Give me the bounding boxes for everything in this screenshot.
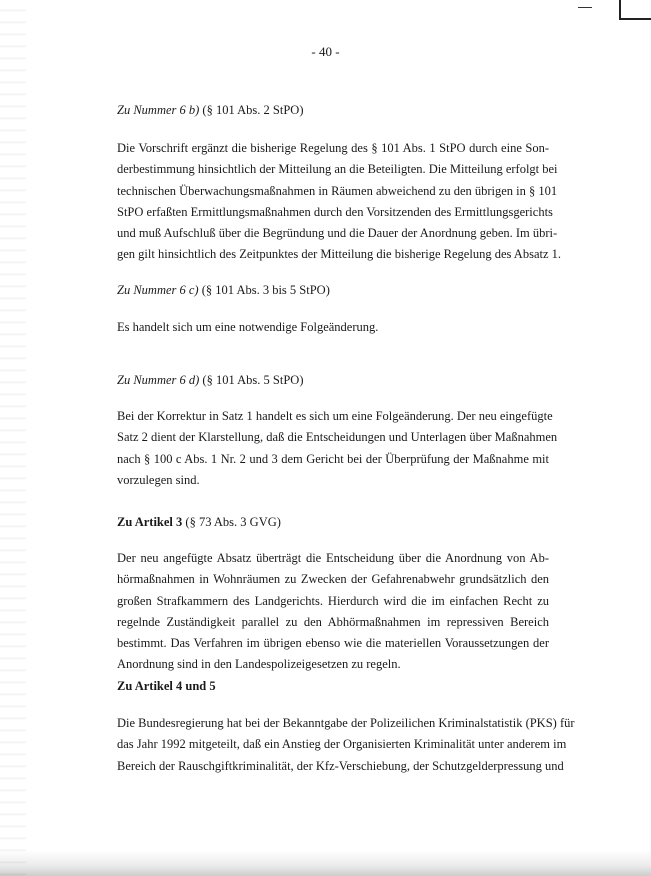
heading-ref: (§ 101 Abs. 3 bis 5 StPO) [198, 283, 330, 297]
heading-bold: Zu Artikel 4 und 5 [117, 679, 216, 693]
paragraph-artikel-3 [117, 548, 549, 676]
text-line: regelnde Zuständigkeit parallel zu den Abhörmaßnahmen im repressiven Bereich [117, 614, 549, 629]
text-line: Der neu angefügte Absatz überträgt die Entscheidung über die Anordnung von Ab- [117, 551, 549, 565]
section-heading-6b [117, 103, 303, 118]
text-line: Es handelt sich um eine notwendige Folgeänderung. [117, 320, 379, 334]
section-heading-artikel-4-5 [117, 679, 216, 694]
scan-edge-left [0, 0, 26, 876]
section-heading-6c [117, 283, 330, 298]
heading-italic: Zu Nummer 6 c) [117, 283, 199, 297]
heading-italic: Zu Nummer 6 b) [117, 103, 200, 117]
heading-ref: (§ 101 Abs. 2 StPO) [199, 103, 304, 117]
text-line: gen gilt hinsichtlich des Zeitpunktes der Mitteilung die bisherige Regelung des Absatz 1. [117, 247, 562, 262]
heading-ref: (§ 73 Abs. 3 GVG) [182, 515, 281, 529]
corner-dash-mark [578, 7, 592, 8]
section-heading-6d [117, 373, 303, 388]
text-line: hörmaßnahmen in Wohnräumen zu Zwecken der Gefahrenabwehr grundsätzlich den [117, 572, 549, 587]
paragraph-6c [117, 317, 549, 338]
text-line: Bei der Korrektur in Satz 1 handelt es sich um eine Folgeänderung. Der neu eingefügte [117, 409, 553, 423]
text-line: und muß Aufschluß über die Begründung und die Dauer der Anordnung geben. Im übri- [117, 226, 558, 241]
text-line: das Jahr 1992 mitgeteilt, daß ein Anstieg der Organisierten Kriminalität unter anderem im [117, 737, 567, 752]
section-heading-artikel-3 [117, 515, 281, 530]
text-line: Die Vorschrift ergänzt die bisherige Regelung des § 101 Abs. 1 StPO durch eine Son- [117, 141, 549, 155]
text-line: Die Bundesregierung hat bei der Bekanntgabe der Polizeilichen Kriminalstatistik (PKS) für [117, 716, 575, 730]
text-line: nach § 100 c Abs. 1 Nr. 2 und 3 dem Gericht bei der Überprüfung der Maßnahme mit [117, 451, 549, 466]
text-line: vorzulegen sind. [117, 472, 200, 487]
paragraph-artikel-4-5 [117, 713, 575, 777]
corner-crop-mark [619, 0, 651, 20]
text-line: großen Strafkammern des Landgerichts. Hierdurch wird die im einfachen Recht zu [117, 593, 549, 608]
text-line: Anordnung sind in den Landespolizeigesetzen zu regeln. [117, 657, 401, 672]
text-line: technischen Überwachungsmaßnahmen in Räumen abweichend zu den übrigen in § 101 [117, 183, 558, 198]
heading-ref: (§ 101 Abs. 5 StPO) [199, 373, 304, 387]
paragraph-6b [117, 138, 562, 266]
heading-bold: Zu Artikel 3 [117, 515, 183, 529]
text-line: bestimmt. Das Verfahren im übrigen ebenso wie die materiellen Voraussetzungen der [117, 636, 549, 651]
scan-edge-bottom [0, 850, 651, 876]
text-line: Satz 2 dient der Klarstellung, daß die Entscheidungen und Unterlagen über Maßnahmen [117, 430, 558, 445]
heading-italic: Zu Nummer 6 d) [117, 373, 200, 387]
page-number: - 40 - [311, 44, 340, 59]
text-line: StPO erfaßten Ermittlungsmaßnahmen durch den Vorsitzenden des Ermittlungsgerichts [117, 204, 553, 219]
paragraph-6d [117, 406, 558, 491]
text-line: derbestimmung hinsichtlich der Mitteilung an die Beteiligten. Die Mitteilung erfolgt bei [117, 162, 558, 177]
text-line: Bereich der Rauschgiftkriminalität, der Kfz-Verschiebung, der Schutzgelderpressung und [117, 758, 564, 773]
